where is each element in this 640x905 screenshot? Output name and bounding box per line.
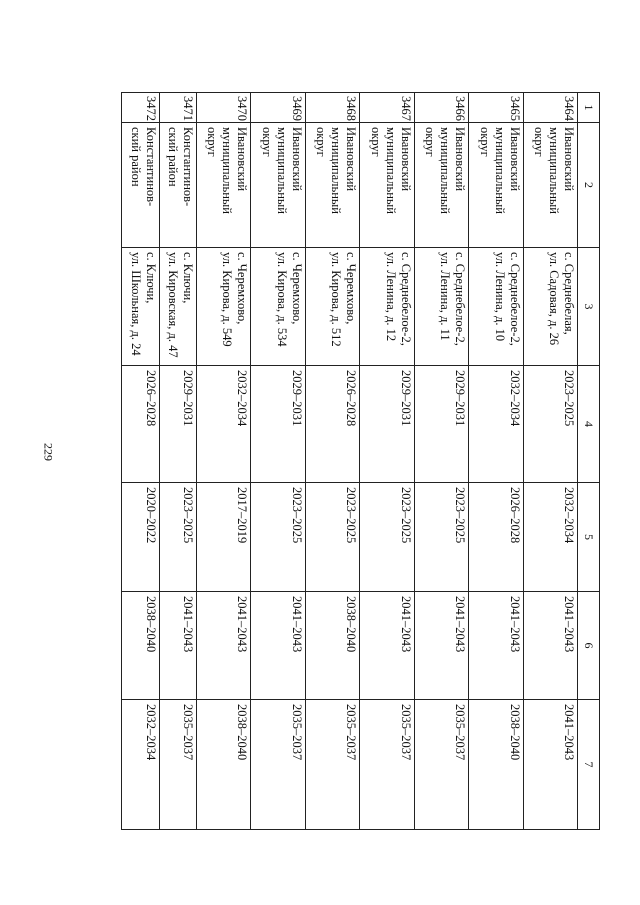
period-cell: 2035–2037: [251, 700, 305, 830]
row-number: 3465: [469, 93, 523, 123]
row-number: 3468: [305, 93, 359, 123]
district-cell: Ивановский муниципальный округ: [414, 123, 468, 248]
period-cell: 2035–2037: [360, 700, 414, 830]
address-cell: с. Ключи, ул. Кировская, д. 47: [159, 248, 196, 366]
period-cell: 2029–2031: [360, 366, 414, 483]
district-cell: Ивановский муниципальный округ: [196, 123, 250, 248]
period-cell: 2029–2031: [414, 366, 468, 483]
district-cell: Ивановский муниципальный округ: [469, 123, 523, 248]
column-header: 3: [578, 248, 600, 366]
row-number: 3466: [414, 93, 468, 123]
period-cell: 2041–2043: [360, 592, 414, 700]
column-header: 4: [578, 366, 600, 483]
district-cell: Ивановский муниципальный округ: [523, 123, 577, 248]
period-cell: 2038–2040: [122, 592, 160, 700]
district-cell: Ивановский муниципальный округ: [305, 123, 359, 248]
table-row: [523, 93, 577, 830]
column-header: 5: [578, 483, 600, 592]
district-cell: Ивановский муниципальный округ: [360, 123, 414, 248]
period-cell: 2041–2043: [414, 592, 468, 700]
address-cell: с. Среднебелая, ул. Садовая, д. 26: [523, 248, 577, 366]
period-cell: 2032–2034: [122, 700, 160, 830]
period-cell: 2041–2043: [469, 592, 523, 700]
period-cell: 2026–2028: [469, 483, 523, 592]
period-cell: 2035–2037: [305, 700, 359, 830]
table-row: [251, 93, 305, 830]
district-cell: Константинов- ский район: [122, 123, 160, 248]
period-cell: 2023–2025: [414, 483, 468, 592]
district-cell: Константинов- ский район: [159, 123, 196, 248]
row-number: 3467: [360, 93, 414, 123]
period-cell: 2023–2025: [251, 483, 305, 592]
table-row: [196, 93, 250, 830]
row-number: 3471: [159, 93, 196, 123]
address-cell: с. Черемхово, ул. Кирова, д. 512: [305, 248, 359, 366]
period-cell: 2041–2043: [196, 592, 250, 700]
column-header: 6: [578, 592, 600, 700]
period-cell: 2023–2025: [523, 366, 577, 483]
period-cell: 2041–2043: [523, 592, 577, 700]
period-cell: 2038–2040: [305, 592, 359, 700]
table-row: [360, 93, 414, 830]
row-number: 3472: [122, 93, 160, 123]
row-number: 3469: [251, 93, 305, 123]
address-cell: с. Черемхово, ул. Кирова, д. 549: [196, 248, 250, 366]
period-cell: 2038–2040: [469, 700, 523, 830]
period-cell: 2020–2022: [122, 483, 160, 592]
period-cell: 2035–2037: [159, 700, 196, 830]
column-header: 2: [578, 123, 600, 248]
table-row: [305, 93, 359, 830]
period-cell: 2041–2043: [159, 592, 196, 700]
row-number: 3464: [523, 93, 577, 123]
column-header: 1: [578, 93, 600, 123]
period-cell: 2032–2034: [196, 366, 250, 483]
column-header: 7: [578, 700, 600, 830]
period-cell: 2026–2028: [122, 366, 160, 483]
period-cell: 2029–2031: [251, 366, 305, 483]
table-row: [122, 93, 160, 830]
table-header-row: [578, 93, 600, 830]
period-cell: 2035–2037: [414, 700, 468, 830]
period-cell: 2032–2034: [523, 483, 577, 592]
address-cell: с. Среднебелое-2, ул. Ленина, д. 12: [360, 248, 414, 366]
address-cell: с. Среднебелое-2, ул. Ленина, д. 10: [469, 248, 523, 366]
data-table: [121, 92, 600, 830]
page-number-text: 229: [41, 443, 56, 461]
period-cell: 2041–2043: [251, 592, 305, 700]
period-cell: 2026–2028: [305, 366, 359, 483]
address-cell: с. Среднебелое-2, ул. Ленина, д. 11: [414, 248, 468, 366]
period-cell: 2023–2025: [305, 483, 359, 592]
period-cell: 2017–2019: [196, 483, 250, 592]
row-number: 3470: [196, 93, 250, 123]
table-row: [414, 93, 468, 830]
period-cell: 2041–2043: [523, 700, 577, 830]
rotated-table-container: [121, 92, 600, 829]
period-cell: 2023–2025: [159, 483, 196, 592]
table-row: [159, 93, 196, 830]
period-cell: 2032–2034: [469, 366, 523, 483]
period-cell: 2023–2025: [360, 483, 414, 592]
period-cell: 2038–2040: [196, 700, 250, 830]
district-cell: Ивановский муниципальный округ: [251, 123, 305, 248]
address-cell: с. Ключи, ул. Школьная, д. 24: [122, 248, 160, 366]
address-cell: с. Черемхово, ул. Кирова, д. 534: [251, 248, 305, 366]
table-row: [469, 93, 523, 830]
period-cell: 2029–2031: [159, 366, 196, 483]
